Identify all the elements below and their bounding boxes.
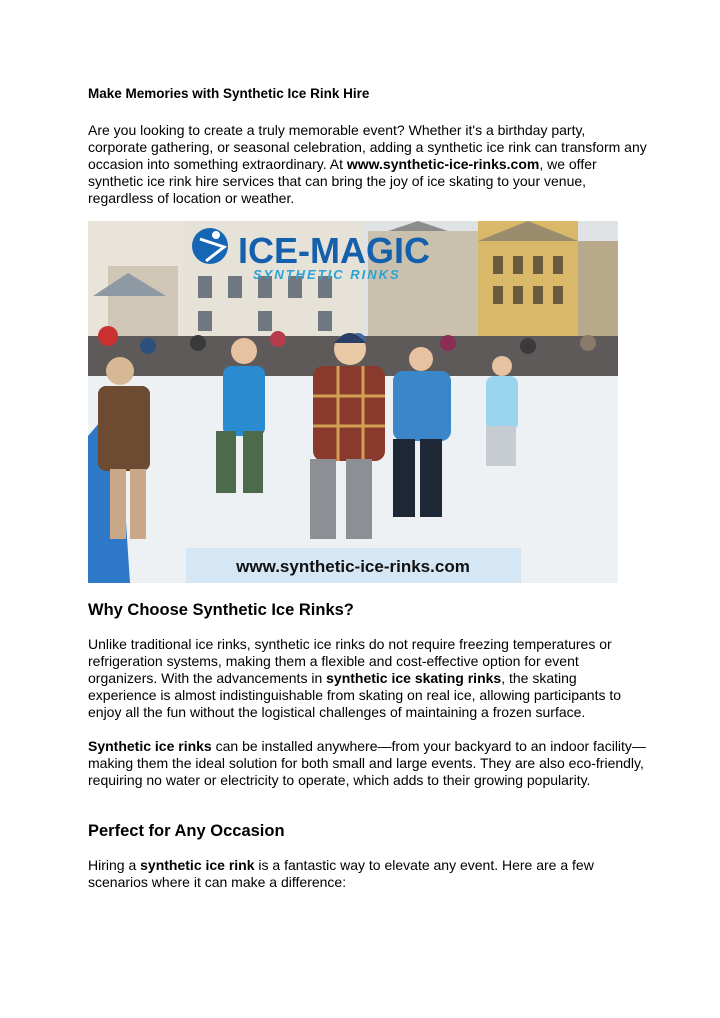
- image-url-banner: www.synthetic-ice-rinks.com: [236, 557, 470, 576]
- paragraph-text: Hiring a: [88, 857, 141, 873]
- section-occasion-paragraph: [88, 857, 648, 891]
- bold-phrase: synthetic ice rink: [140, 857, 255, 873]
- section-why-paragraph-2: [88, 738, 648, 789]
- bold-phrase: Synthetic ice rinks: [88, 738, 212, 754]
- intro-text-1: Are you looking to create a truly memorable event? Whether it's a birthday party, corporate gathering, or seasonal celebration, adding a synthetic ice rink can transform any occasion into something extraordinary. At: [88, 122, 647, 172]
- paragraph-text: can be installed anywhere—from your backyard to an indoor facility—making them the ideal solution for both small and large events. They are also eco-friendly, requiring no water or electricity to operate, which adds to their growing popularity.: [88, 738, 646, 788]
- section-heading-occasion: Perfect for Any Occasion: [88, 822, 285, 840]
- logo-brand-text: ICE-MAGIC: [238, 230, 430, 271]
- section-heading-why: Why Choose Synthetic Ice Rinks?: [88, 601, 354, 619]
- bold-phrase: synthetic ice skating rinks: [326, 670, 502, 686]
- paragraph-text: Unlike traditional ice rinks, synthetic ice rinks do not require freezing temperatures or refrigeration systems, making them a flexible and cost-effective option for event organizers. With the advancements in: [88, 636, 612, 686]
- intro-text-2: , we offer synthetic ice rink hire services that can bring the joy of ice skating to your venue, regardless of location or weather.: [88, 156, 597, 206]
- logo-tagline-text: SYNTHETIC RINKS: [253, 267, 401, 282]
- intro-paragraph: [88, 122, 648, 207]
- paragraph-text: , the skating experience is almost indistinguishable from skating on real ice, allowing participants to enjoy all the fun without the logistical challenges of maintaining a frozen surface.: [88, 670, 622, 720]
- paragraph-text: is a fantastic way to elevate any event. Here are a few scenarios where it can make a difference:: [88, 857, 594, 890]
- section-why-paragraph-1: [88, 636, 648, 721]
- document-title: Make Memories with Synthetic Ice Rink Hire: [88, 86, 370, 101]
- website-link-text: www.synthetic-ice-rinks.com: [346, 156, 540, 172]
- ice-rink-photo: [88, 221, 618, 583]
